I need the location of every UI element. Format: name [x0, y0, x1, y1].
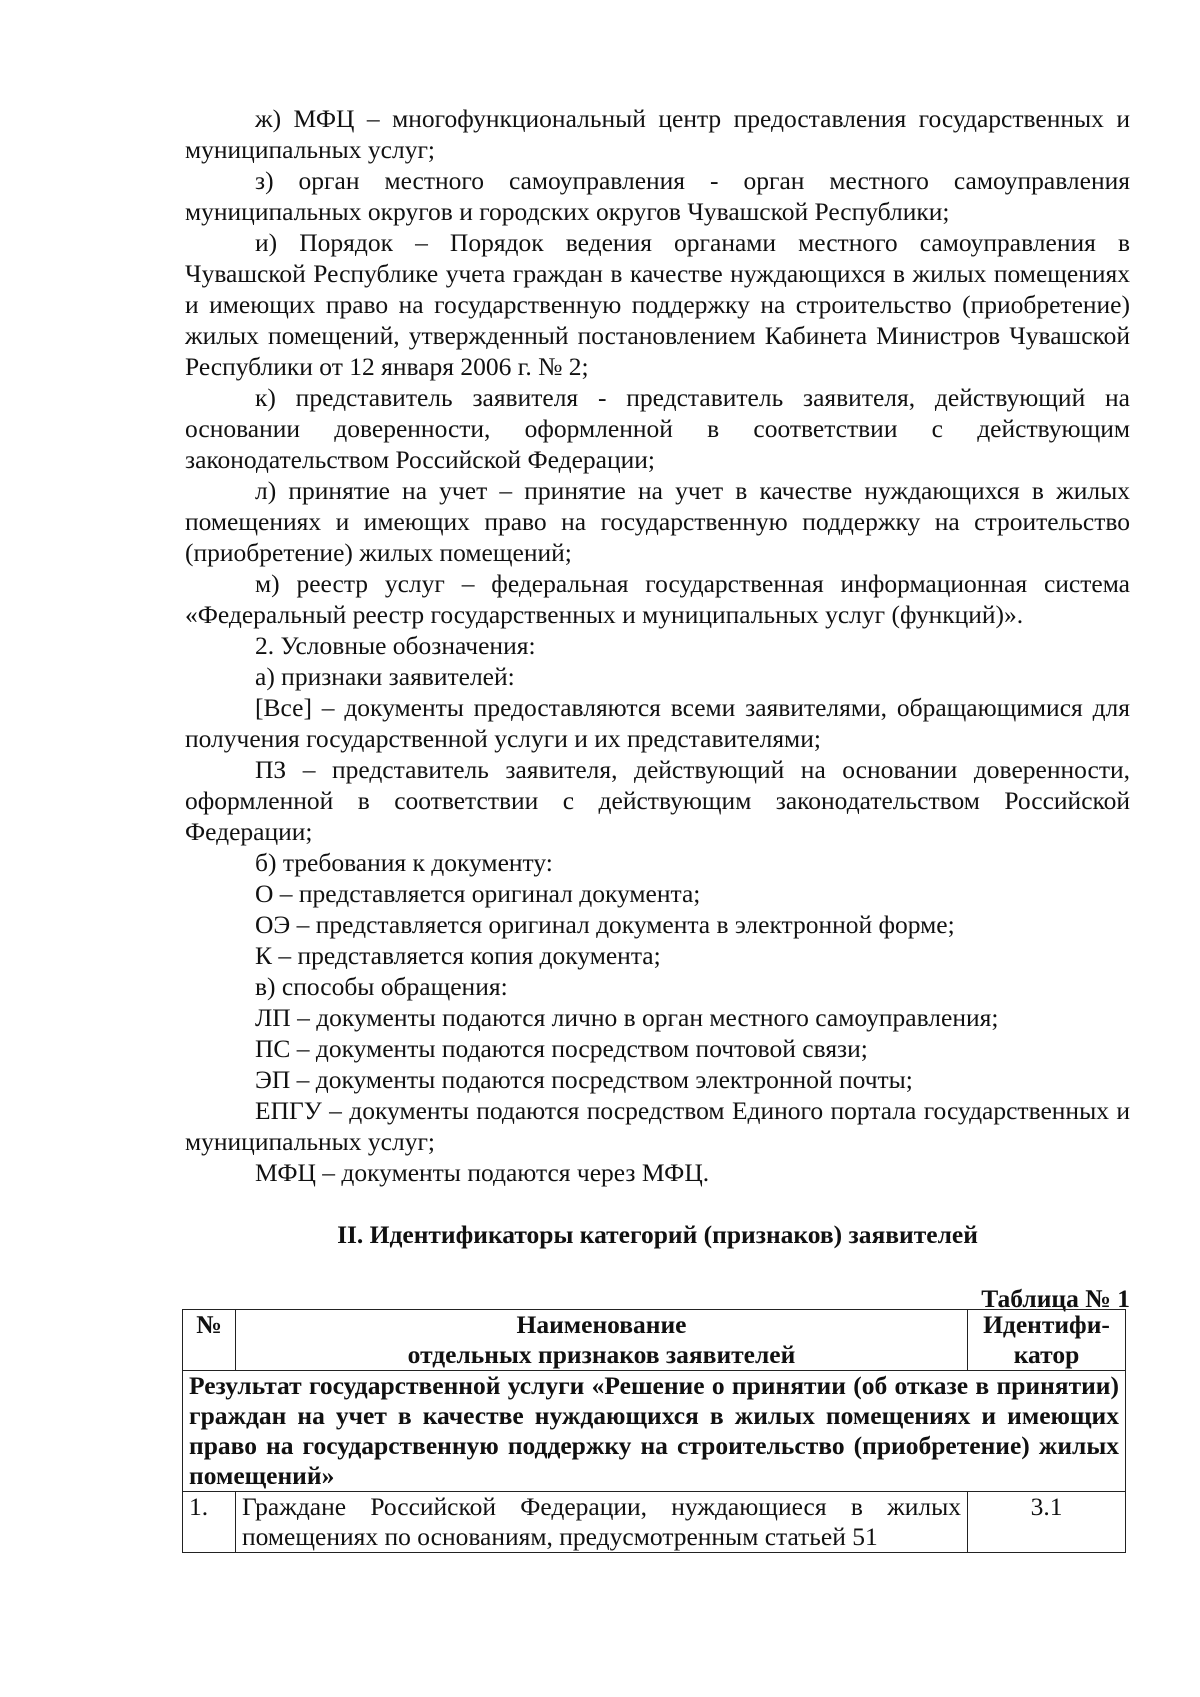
paragraph-def-k: к) представитель заявителя - представитель заявителя, действующий на основании доверенности, оформленной в соответствии с действующим законодательством Российской Федерации; [185, 383, 1130, 474]
paragraph-legend-lp: ЛП – документы подаются лично в орган местного самоуправления; [255, 1003, 999, 1032]
paragraph-legend-all: [Все] – документы предоставляются всеми заявителями, обращающимися для получения государственной услуги и их представителями; [185, 693, 1130, 753]
paragraph-def-l: л) принятие на учет – принятие на учет в качестве нуждающихся в жилых помещениях и имеющих право на государственную поддержку на строительство (приобретение) жилых помещений; [185, 476, 1130, 567]
row-num: 1. [183, 1492, 236, 1553]
paragraph-legend-b: б) требования к документу: [255, 848, 553, 877]
paragraph-legend-ep: ЭП – документы подаются посредством электронной почты; [255, 1065, 913, 1094]
document-page [185, 103, 1130, 1314]
header-num: № [183, 1310, 236, 1371]
table-row [183, 1492, 1126, 1553]
paragraph-legend-title: 2. Условные обозначения: [255, 631, 536, 660]
paragraph-legend-mfc: МФЦ – документы подаются через МФЦ. [255, 1158, 710, 1187]
paragraph-legend-a: а) признаки заявителей: [255, 662, 515, 691]
paragraph-legend-oe: ОЭ – представляется оригинал документа в электронной форме; [255, 910, 955, 939]
paragraph-legend-epgu: ЕПГУ – документы подаются посредством Единого портала государственных и муниципальных услуг; [185, 1096, 1130, 1156]
paragraph-legend-v: в) способы обращения: [255, 972, 508, 1001]
paragraph-legend-k: К – представляется копия документа; [255, 941, 661, 970]
paragraph-def-z: з) орган местного самоуправления - орган местного самоуправления муниципальных округов и городских округов Чувашской Республики; [185, 166, 1130, 226]
paragraph-def-zh: ж) МФЦ – многофункциональный центр предоставления государственных и муниципальных услуг; [185, 104, 1130, 164]
table-header-row [183, 1310, 1126, 1371]
paragraph-def-m: м) реестр услуг – федеральная государственная информационная система «Федеральный реестр государственных и муниципальных услуг (функций)». [185, 569, 1130, 629]
row-name: Граждане Российской Федерации, нуждающиеся в жилых помещениях по основаниям, предусмотренным статьей 51 [236, 1492, 968, 1553]
header-name-line1: Наименование [516, 1310, 687, 1339]
header-identifier-line2: катор [1013, 1340, 1080, 1369]
paragraph-legend-ps: ПС – документы подаются посредством почтовой связи; [255, 1034, 868, 1063]
header-name [236, 1310, 968, 1371]
applicant-identifiers-table [182, 1309, 1126, 1553]
table-section-row [183, 1371, 1126, 1492]
row-identifier: 3.1 [968, 1492, 1126, 1553]
paragraph-def-i: и) Порядок – Порядок ведения органами местного самоуправления в Чувашской Республике учета граждан в качестве нуждающихся в жилых помещениях и имеющих право на государственную поддержку на строительство (приобретение) жилых помещений, утвержденный постановлением Кабинета Министров Чувашской Республики от 12 января 2006 г. № 2; [185, 228, 1130, 381]
header-name-line2: отдельных признаков заявителей [407, 1340, 796, 1369]
header-identifier [968, 1310, 1126, 1371]
header-identifier-line1: Идентифи- [983, 1310, 1110, 1339]
section-row-text: Результат государственной услуги «Решение о принятии (об отказе в принятии) граждан на учет в качестве нуждающихся в жилых помещениях и имеющих право на государственную поддержку на строительство (приобретение) жилых помещений» [183, 1371, 1126, 1492]
section-heading: II. Идентификаторы категорий (признаков) заявителей [337, 1220, 978, 1249]
table-caption: Таблица № 1 [981, 1284, 1130, 1313]
paragraph-legend-o: О – представляется оригинал документа; [255, 879, 701, 908]
paragraph-legend-pz: ПЗ – представитель заявителя, действующий на основании доверенности, оформленной в соответствии с действующим законодательством Российской Федерации; [185, 755, 1130, 846]
